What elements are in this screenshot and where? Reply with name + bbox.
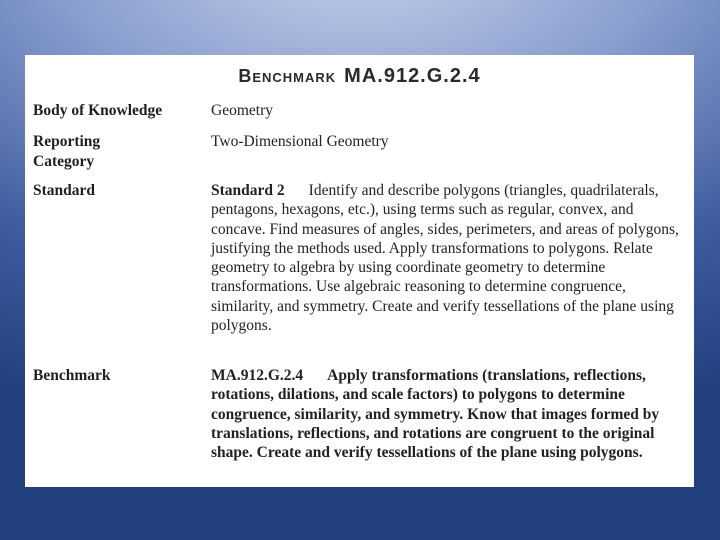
benchmark-text: Apply transformations (translations, reflections, rotations, dilations, and scale factors) to polygons to determine congruence, similarity, and symmetry. Know that images formed by translations, reflections, and rotations are congruent to the original shape. Create and verify tessellations of the plane using polygons. xyxy=(211,367,660,462)
standard-text: Identify and describe polygons (triangles, quadrilaterals, pentagons, hexagons, etc.), using terms such as regular, convex, and concave. Find measures of angles, sides, perimeters, and areas of polygons, justifying the methods used. Apply transformations to polygons. Relate geometry to algebra by using coordinate geometry to determine transformations. Use algebraic reasoning to determine congruence, similarity, and symmetry. Create and verify tessellations of the plane using polygons. xyxy=(211,182,679,335)
value-body-of-knowledge: Geometry xyxy=(211,102,273,119)
label-reporting-category xyxy=(33,132,203,172)
value-reporting-category: Two-Dimensional Geometry xyxy=(211,133,389,150)
label-standard: Standard xyxy=(33,182,96,199)
title-prefix: Benchmark xyxy=(238,66,337,86)
title-code: MA.912.G.2.4 xyxy=(344,65,481,87)
value-benchmark xyxy=(211,366,689,462)
label-body-of-knowledge: Body of Knowledge xyxy=(33,102,163,119)
label-reporting-line1: Reporting xyxy=(33,133,101,150)
value-standard xyxy=(211,181,689,335)
standard-heading: Standard 2 xyxy=(211,182,285,199)
benchmark-document xyxy=(25,55,694,487)
label-benchmark: Benchmark xyxy=(33,367,111,384)
label-reporting-line2: Category xyxy=(33,153,95,170)
document-title xyxy=(25,65,694,88)
benchmark-heading: MA.912.G.2.4 xyxy=(211,367,304,384)
